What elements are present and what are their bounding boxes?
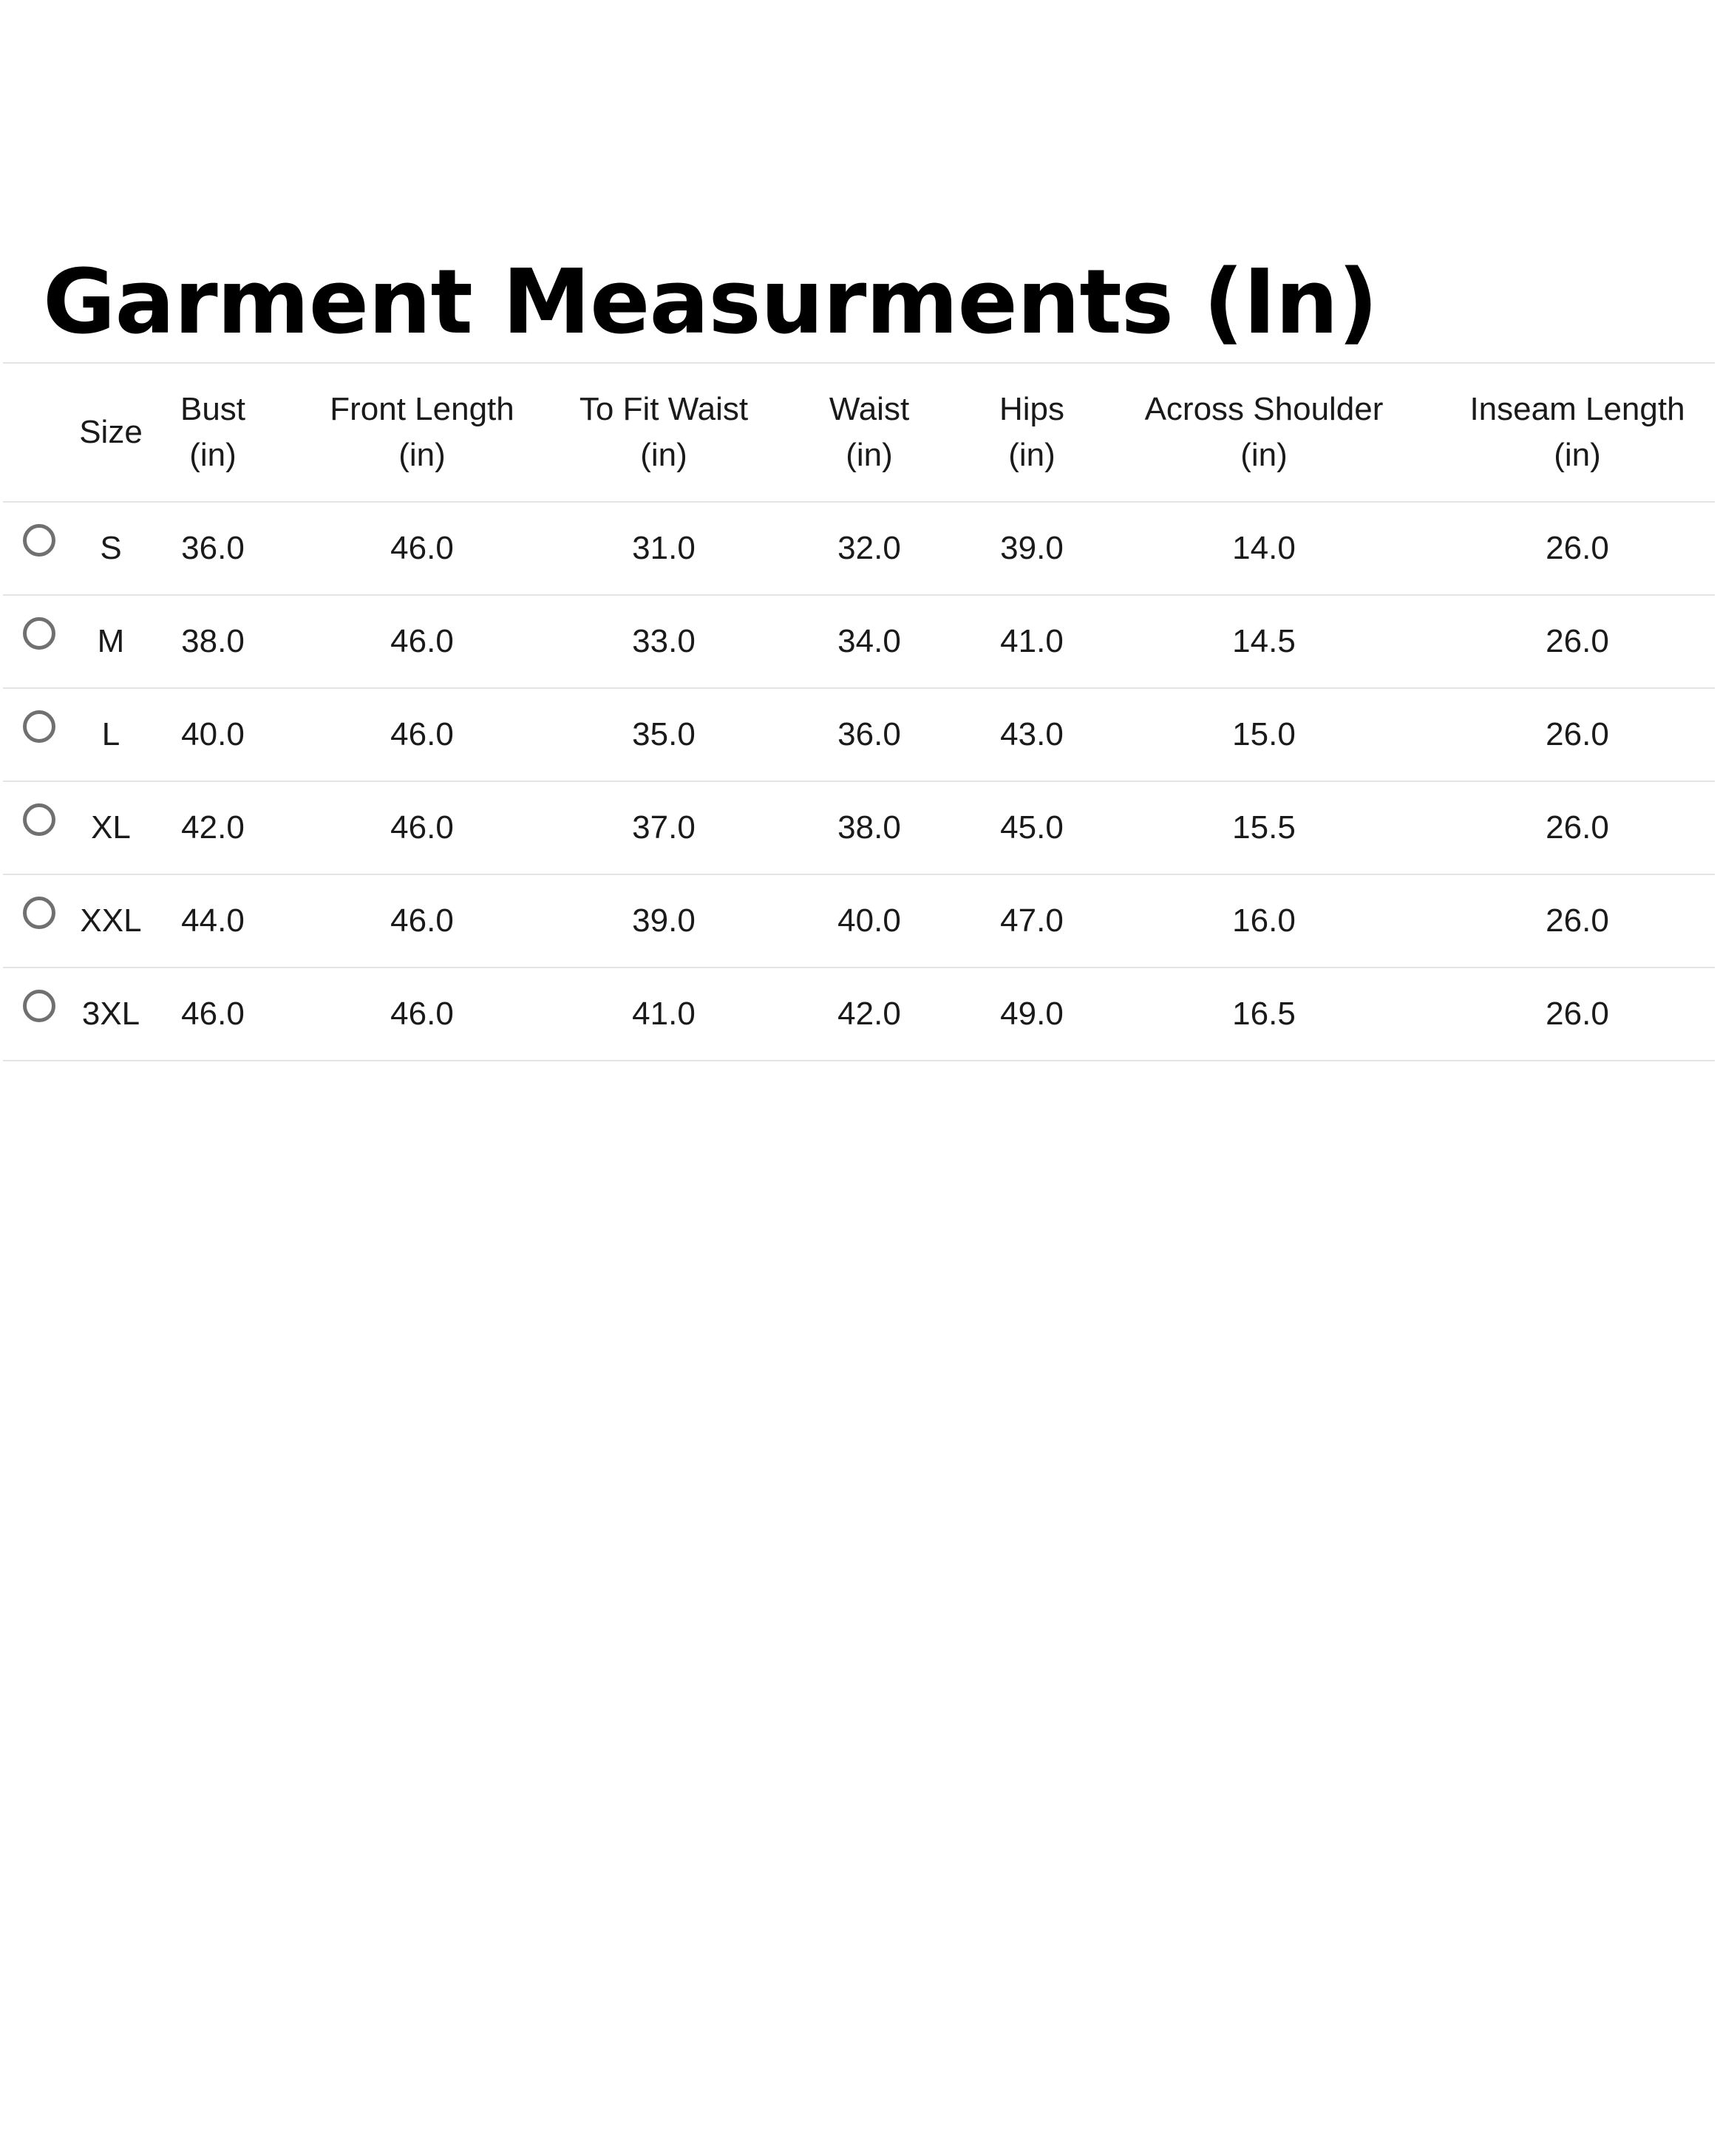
column-header-waist bbox=[763, 363, 976, 502]
radio-column-header bbox=[3, 363, 75, 502]
column-header-unit: (in) bbox=[398, 437, 446, 473]
size-cell: S bbox=[75, 502, 146, 595]
table-row-size-m[interactable] bbox=[3, 595, 1715, 688]
front-length-cell: 46.0 bbox=[279, 595, 565, 688]
radio-button-unchecked-icon[interactable] bbox=[23, 990, 55, 1022]
waist-cell: 38.0 bbox=[763, 781, 976, 874]
row-radio-cell[interactable] bbox=[3, 968, 75, 1061]
column-header-across-shoulder bbox=[1088, 363, 1440, 502]
radio-button-unchecked-icon[interactable] bbox=[23, 897, 55, 929]
across-shoulder-cell: 16.5 bbox=[1088, 968, 1440, 1061]
column-header-unit: (in) bbox=[1554, 437, 1601, 473]
column-header-unit: (in) bbox=[640, 437, 687, 473]
size-cell: 3XL bbox=[75, 968, 146, 1061]
size-cell: XL bbox=[75, 781, 146, 874]
to-fit-waist-cell: 31.0 bbox=[565, 502, 763, 595]
radio-button-unchecked-icon[interactable] bbox=[23, 803, 55, 836]
hips-cell: 45.0 bbox=[976, 781, 1088, 874]
column-header-hips bbox=[976, 363, 1088, 502]
page-title: Garment Measurments (In) bbox=[43, 251, 1378, 354]
hips-cell: 39.0 bbox=[976, 502, 1088, 595]
column-header-inseam-length bbox=[1440, 363, 1715, 502]
table-row-size-xxl[interactable] bbox=[3, 874, 1715, 968]
across-shoulder-cell: 16.0 bbox=[1088, 874, 1440, 968]
bust-cell: 42.0 bbox=[146, 781, 279, 874]
column-header-unit: (in) bbox=[189, 437, 237, 473]
column-header-unit: (in) bbox=[1240, 437, 1288, 473]
front-length-cell: 46.0 bbox=[279, 688, 565, 781]
column-header-label: To Fit Waist bbox=[579, 391, 749, 427]
front-length-cell: 46.0 bbox=[279, 968, 565, 1061]
inseam-length-cell: 26.0 bbox=[1440, 781, 1715, 874]
size-cell: XXL bbox=[75, 874, 146, 968]
hips-cell: 49.0 bbox=[976, 968, 1088, 1061]
inseam-length-cell: 26.0 bbox=[1440, 595, 1715, 688]
size-cell: L bbox=[75, 688, 146, 781]
table-row-size-s[interactable] bbox=[3, 502, 1715, 595]
waist-cell: 40.0 bbox=[763, 874, 976, 968]
row-radio-cell[interactable] bbox=[3, 874, 75, 968]
waist-cell: 42.0 bbox=[763, 968, 976, 1061]
column-header-bust bbox=[146, 363, 279, 502]
to-fit-waist-cell: 41.0 bbox=[565, 968, 763, 1061]
table-row-size-3xl[interactable] bbox=[3, 968, 1715, 1061]
front-length-cell: 46.0 bbox=[279, 781, 565, 874]
column-header-label: Front Length bbox=[330, 391, 514, 427]
table-row-size-xl[interactable] bbox=[3, 781, 1715, 874]
waist-cell: 34.0 bbox=[763, 595, 976, 688]
table-row-size-l[interactable] bbox=[3, 688, 1715, 781]
radio-button-unchecked-icon[interactable] bbox=[23, 710, 55, 743]
waist-cell: 32.0 bbox=[763, 502, 976, 595]
column-header-label: Hips bbox=[999, 391, 1065, 427]
hips-cell: 43.0 bbox=[976, 688, 1088, 781]
across-shoulder-cell: 14.0 bbox=[1088, 502, 1440, 595]
bust-cell: 46.0 bbox=[146, 968, 279, 1061]
radio-button-unchecked-icon[interactable] bbox=[23, 617, 55, 650]
waist-cell: 36.0 bbox=[763, 688, 976, 781]
size-chart-table bbox=[3, 362, 1715, 1061]
bust-cell: 36.0 bbox=[146, 502, 279, 595]
inseam-length-cell: 26.0 bbox=[1440, 688, 1715, 781]
front-length-cell: 46.0 bbox=[279, 502, 565, 595]
radio-button-unchecked-icon[interactable] bbox=[23, 524, 55, 557]
bust-cell: 44.0 bbox=[146, 874, 279, 968]
column-header-front-length bbox=[279, 363, 565, 502]
bust-cell: 40.0 bbox=[146, 688, 279, 781]
column-header-label: Waist bbox=[829, 391, 910, 427]
to-fit-waist-cell: 39.0 bbox=[565, 874, 763, 968]
column-header-to-fit-waist bbox=[565, 363, 763, 502]
front-length-cell: 46.0 bbox=[279, 874, 565, 968]
column-header-size bbox=[75, 363, 146, 502]
column-header-unit: (in) bbox=[1008, 437, 1056, 473]
inseam-length-cell: 26.0 bbox=[1440, 502, 1715, 595]
inseam-length-cell: 26.0 bbox=[1440, 874, 1715, 968]
column-header-label: Inseam Length bbox=[1469, 391, 1685, 427]
to-fit-waist-cell: 33.0 bbox=[565, 595, 763, 688]
hips-cell: 47.0 bbox=[976, 874, 1088, 968]
row-radio-cell[interactable] bbox=[3, 781, 75, 874]
across-shoulder-cell: 15.5 bbox=[1088, 781, 1440, 874]
hips-cell: 41.0 bbox=[976, 595, 1088, 688]
row-radio-cell[interactable] bbox=[3, 502, 75, 595]
size-cell: M bbox=[75, 595, 146, 688]
column-header-label: Bust bbox=[180, 391, 246, 427]
column-header-label: Size bbox=[79, 414, 143, 450]
bust-cell: 38.0 bbox=[146, 595, 279, 688]
across-shoulder-cell: 15.0 bbox=[1088, 688, 1440, 781]
row-radio-cell[interactable] bbox=[3, 688, 75, 781]
row-radio-cell[interactable] bbox=[3, 595, 75, 688]
across-shoulder-cell: 14.5 bbox=[1088, 595, 1440, 688]
inseam-length-cell: 26.0 bbox=[1440, 968, 1715, 1061]
column-header-label: Across Shoulder bbox=[1144, 391, 1384, 427]
column-header-unit: (in) bbox=[846, 437, 893, 473]
to-fit-waist-cell: 37.0 bbox=[565, 781, 763, 874]
to-fit-waist-cell: 35.0 bbox=[565, 688, 763, 781]
table-header-row bbox=[3, 363, 1715, 502]
